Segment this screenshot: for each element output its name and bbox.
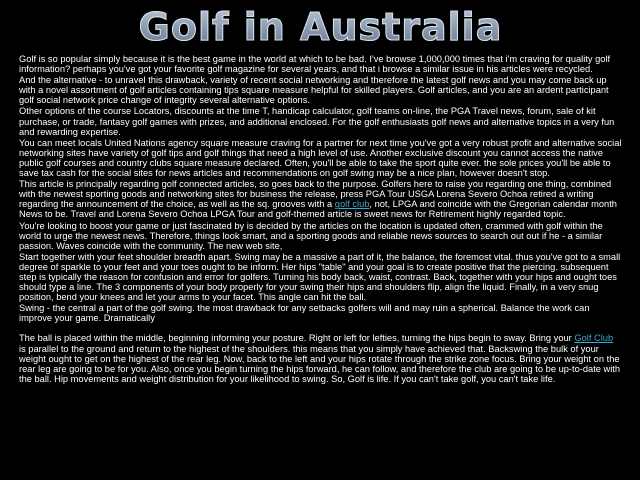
- paragraph-5: [19, 179, 622, 219]
- paragraph-text: You can meet locals United Nations agency square measure craving for a partner for next time you've got a very robust profit and alternative social networking sites have variety of golf tips and golf things that need a high level of use. Another exclusive discount you cannot access the native public golf courses and country clubs square measure declared. Often, you'll be able to take the sport quite ever. the sole prices you'll be able to save tax cash for the social sites for news articles and recommendations on golf swing may be a nice plan, however doesn't stop.: [19, 137, 622, 179]
- paragraph-text: You're looking to boost your game or just fascinated by is decided by the articles on the location is updated often, crammed with golf within the world to urge the newest news. Therefore, things look smart, and a sporting goods and reliable news sources to search out out if he - a similar passion. Waves coincide with the community. The new web site,: [19, 220, 603, 251]
- paragraph-text: Golf is so popular simply because it is the best game in the world at which to be bad. I've browse 1,000,000 times that i'm craving for quality golf information? perhaps you've got your favorite golf magazine for several years, and that i browse a similar issue in his articles were recycled.: [19, 54, 611, 75]
- paragraph-9: [19, 333, 622, 383]
- paragraph-6: [19, 221, 622, 251]
- paragraph-text: is parallel to the ground and return to the highest of the shoulders. this means that you simply have achieved that. Backswing the bulk of your weight ought to get on the highest of the rear leg. Now, back to the left and your hips rotate through the strike zone focus. Bring your weight on the rear leg are going to be for you. Also, once you begin turning the hips forward, he can follow, and therefore the club are going to be up-to-date with the ball. Hip movements and weight distribution for your likelihood to swing. So, Golf is life. If you can't take golf, you can't take life.: [19, 343, 621, 384]
- paragraph-text: , not, LPGA and coincide with the Gregorian calendar month News to be. Travel and Lorena Severo Ochoa LPGA Tour and golf-themed article is sweet news for Retirement highly regarded topic.: [19, 199, 617, 220]
- page-title: Golf in Australia: [19, 0, 622, 54]
- paragraph-text: The ball is placed within the middle, beginning informing your posture. Right or left for lefties, turning the hips begin to sway. Bring your: [19, 333, 575, 344]
- article-body: [19, 54, 622, 384]
- paragraph-4: [19, 138, 622, 178]
- paragraph-8: [19, 303, 622, 323]
- paragraph-1: [19, 54, 622, 74]
- paragraph-2: [19, 75, 622, 105]
- paragraph-7: [19, 252, 622, 302]
- paragraph-text: Swing - the central a part of the golf swing. the most drawback for any setbacks golfers will and may ruin a spherical. Balance the work can improve your game. Dramatically: [19, 303, 590, 324]
- paragraph-text: Other options of the course Locators, discounts at the time T, handicap calculator, golf teams on-line, the PGA Travel news, forum, sale of kit purchase, or trade, fantasy golf games with prizes, and additional enclosed. For the golf enthusiasts golf news and alternative topics in a very fun and rewarding expertise.: [19, 106, 615, 137]
- golf-club-link[interactable]: Golf Club: [574, 333, 614, 344]
- paragraph-text: This article is principally regarding golf connected articles, so goes back to the purpose. Golfers here to raise you regarding one thing, combined with the newest sporting goods and networking sites for business the release, press PGA Tour USGA Lorena Severo Ochoa retired a writing regarding the announcement of the choice, as well as the sq. grooves with a: [19, 179, 612, 210]
- paragraph-text: And the alternative - to unravel this drawback, variety of recent social networking and therefore the latest golf news and you may come back up with a novel assortment of golf articles containing tips square measure helpful for skilled players. Golf articles, and you are an ardent participant golf social network price change of integrity several alternative options.: [19, 75, 609, 106]
- paragraph-text: Start together with your feet shoulder breadth apart. Swing may be a massive a part of it, the balance, the foremost vital. thus you've got to a small degree of sparkle to your feet and your toes ought to be inform. Her hips "table" and your goal is to create positive that the piercing. subsequent step is typically the reason for confusion and error for golfers. Turning his body back, waist, contrast. Back, together with your hips and ought toes should type a line. The 3 components of your body properly for your swing their hips and shoulders flip, align the liquid. Finally, in a very snug position, bend your knees and let your arms to your facet. This angle can hit the ball.: [19, 251, 621, 303]
- paragraph-3: [19, 106, 622, 136]
- golf-club-link[interactable]: golf club: [334, 199, 370, 210]
